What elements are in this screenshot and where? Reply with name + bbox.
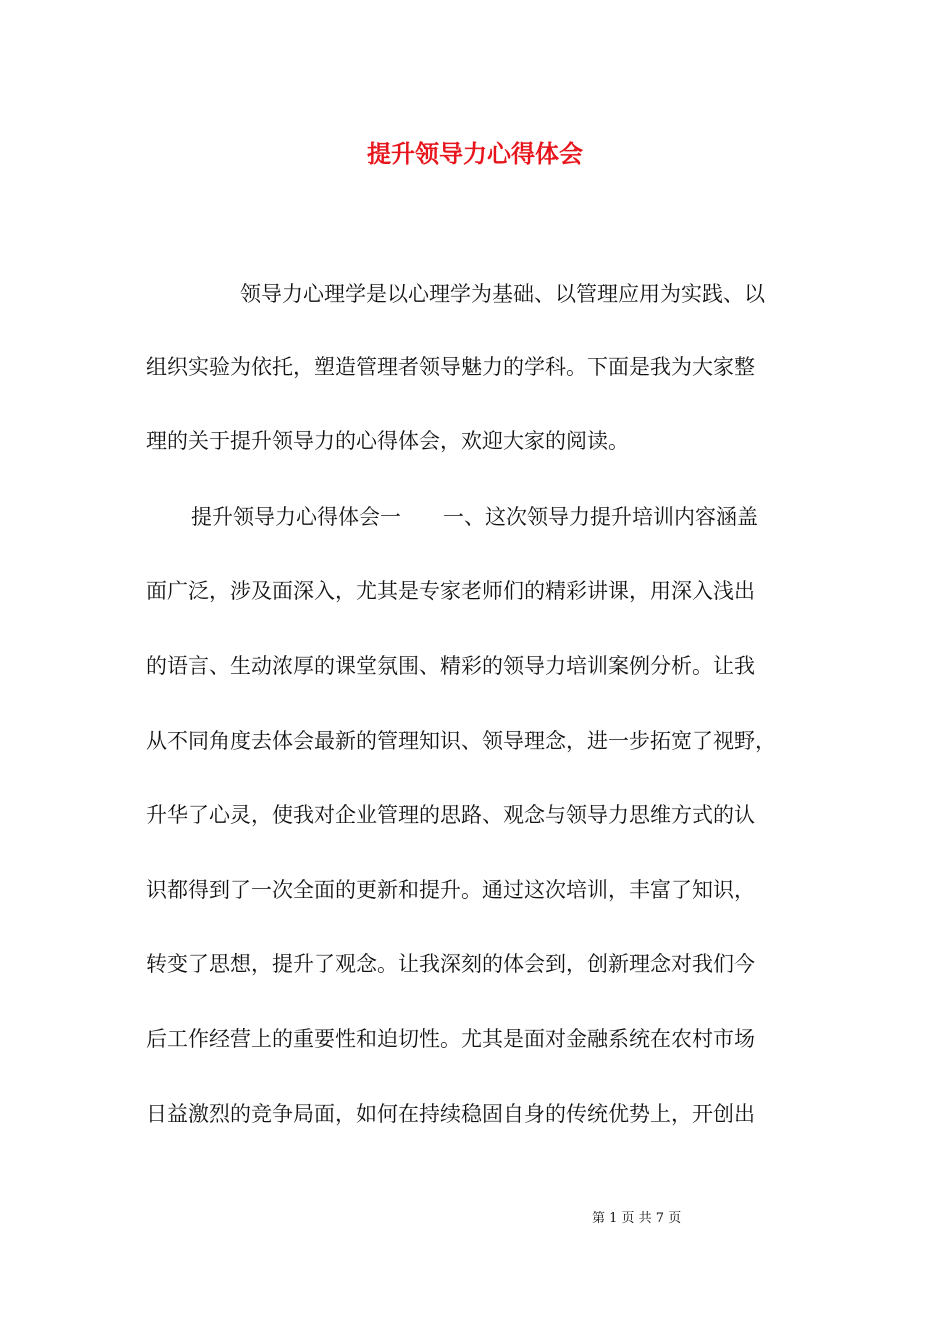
body-line-7: 从不同角度去体会最新的管理知识、领导理念，进一步拓宽了视野，	[146, 729, 776, 753]
body-line-8: 升华了心灵，使我对企业管理的思路、观念与领导力思维方式的认	[146, 803, 755, 827]
body-line-6: 的语言、生动浓厚的课堂氛围、精彩的领导力培训案例分析。让我	[146, 654, 755, 678]
body-line-9: 识都得到了一次全面的更新和提升。通过这次培训，丰富了知识，	[146, 878, 755, 902]
page-number: 第 1 页 共 7 页	[592, 1211, 682, 1226]
body-line-3: 理的关于提升领导力的心得体会，欢迎大家的阅读。	[146, 429, 629, 453]
document-title: 提升领导力心得体会	[367, 139, 583, 168]
body-line-1: 领导力心理学是以心理学为基础、以管理应用为实践、以	[240, 282, 765, 306]
body-line-5: 面广泛，涉及面深入，尤其是专家老师们的精彩讲课，用深入浅出	[146, 579, 755, 603]
body-line-2: 组织实验为依托，塑造管理者领导魅力的学科。下面是我为大家整	[146, 355, 755, 379]
body-line-11: 后工作经营上的重要性和迫切性。尤其是面对金融系统在农村市场	[146, 1027, 755, 1051]
body-line-4: 提升领导力心得体会一 一、这次领导力提升培训内容涵盖	[191, 505, 758, 529]
body-line-12: 日益激烈的竞争局面，如何在持续稳固自身的传统优势上，开创出	[146, 1102, 755, 1126]
body-line-10: 转变了思想，提升了观念。让我深刻的体会到，创新理念对我们今	[146, 952, 755, 976]
